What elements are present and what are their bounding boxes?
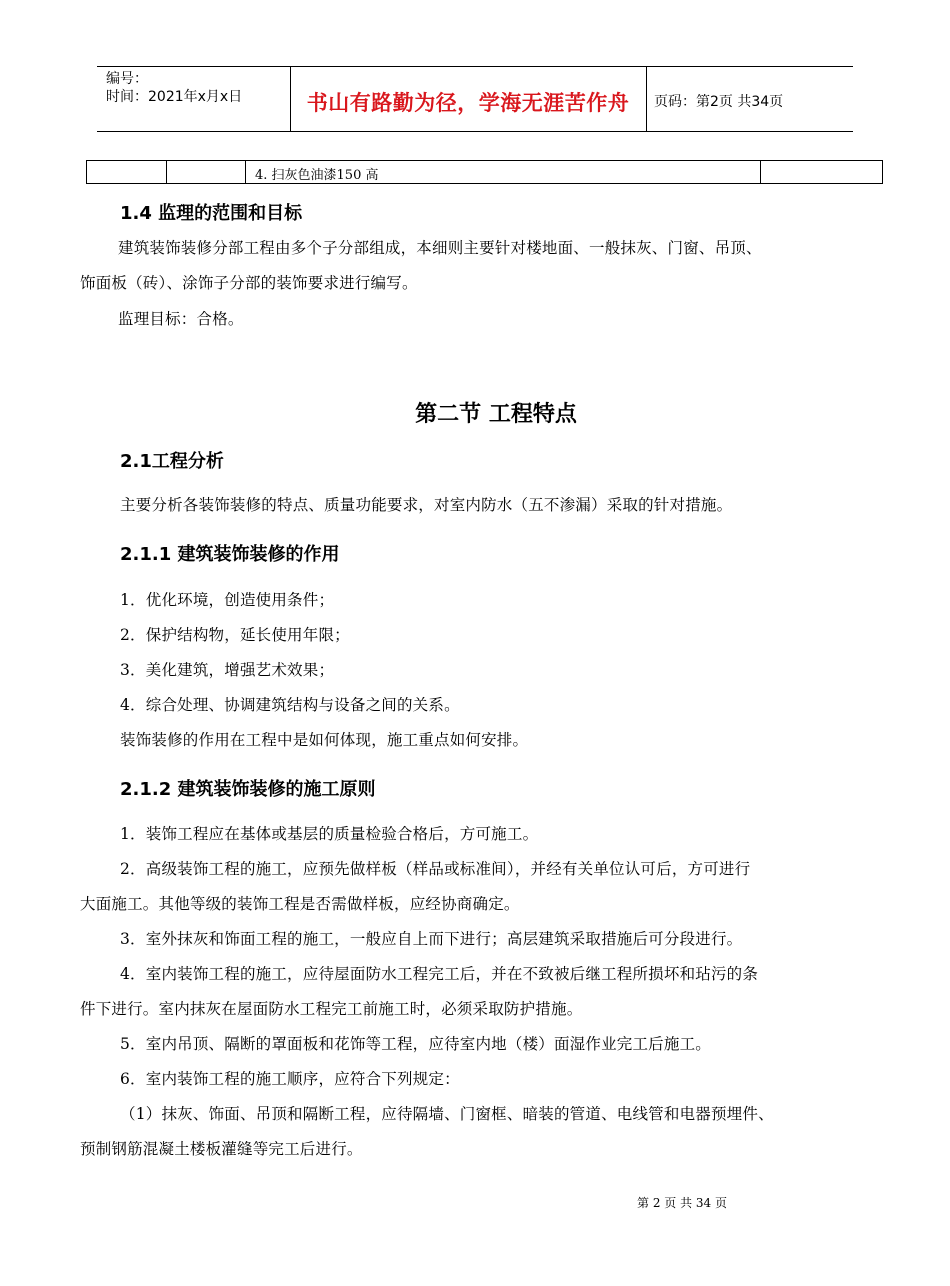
header-left-cell <box>106 70 242 106</box>
page-footer: 第 2 页 共 34 页 <box>637 1196 727 1210</box>
section-title: 第二节 工程特点 <box>415 402 577 427</box>
section-heading-2-1-2: 2.1.2 建筑装饰装修的施工原则 <box>120 779 376 800</box>
paragraph-line: 预制钢筋混凝土楼板灌缝等完工后进行。 <box>80 1140 363 1158</box>
paragraph-line: 3．室外抹灰和饰面工程的施工，一般应自上而下进行；高层建筑采取措施后可分段进行。 <box>120 930 743 948</box>
paragraph-line: 大面施工。其他等级的装饰工程是否需做样板，应经协商确定。 <box>80 895 520 913</box>
header-divider <box>646 67 647 131</box>
paragraph-line: 装饰装修的作用在工程中是如何体现，施工重点如何安排。 <box>120 731 529 749</box>
table-cell-divider <box>245 161 246 183</box>
section-heading-2-1: 2.1工程分析 <box>120 451 224 472</box>
paragraph-line: （1）抹灰、饰面、吊顶和隔断工程，应待隔墙、门窗框、暗装的管道、电线管和电器预埋件、 <box>120 1105 774 1123</box>
paragraph-line: 2．高级装饰工程的施工，应预先做样板（样品或标准间），并经有关单位认可后，方可进行 <box>120 860 751 878</box>
paragraph-line: 5．室内吊顶、隔断的罩面板和花饰等工程，应待室内地（楼）面湿作业完工后施工。 <box>120 1035 711 1053</box>
paragraph-line: 监理目标：合格。 <box>118 310 244 328</box>
table-cell-divider <box>760 161 761 183</box>
section-heading-2-1-1: 2.1.1 建筑装饰装修的作用 <box>120 544 340 565</box>
document-number-label: 编号： <box>106 71 148 87</box>
paragraph-line: 主要分析各装饰装修的特点、质量功能要求，对室内防水（五不渗漏）采取的针对措施。 <box>120 496 733 514</box>
table-cell-divider <box>166 161 167 183</box>
list-item: 4．综合处理、协调建筑结构与设备之间的关系。 <box>120 696 460 714</box>
document-date: 时间：2021年x月x日 <box>106 89 243 105</box>
header-motto: 书山有路勤为径，学海无涯苦作舟 <box>306 91 630 115</box>
paragraph-line: 1．装饰工程应在基体或基层的质量检验合格后，方可施工。 <box>120 825 539 843</box>
header-page-info: 页码：第2页 共34页 <box>654 94 784 110</box>
paragraph-line: 建筑装饰装修分部工程由多个子分部组成，本细则主要针对楼地面、一般抹灰、门窗、吊顶、 <box>118 239 762 257</box>
page-header <box>97 66 853 132</box>
table-row <box>86 160 883 184</box>
section-heading-1-4: 1.4 监理的范围和目标 <box>120 203 303 224</box>
paragraph-line: 4．室内装饰工程的施工，应待屋面防水工程完工后，并在不致被后继工程所损坏和玷污的条 <box>120 965 759 983</box>
list-item: 3．美化建筑，增强艺术效果； <box>120 661 335 679</box>
list-item: 1．优化环境，创造使用条件； <box>120 591 335 609</box>
paragraph-line: 件下进行。室内抹灰在屋面防水工程完工前施工时，必须采取防护措施。 <box>80 1000 583 1018</box>
table-cell-text: 4. 扫灰色油漆150 高 <box>255 168 379 183</box>
paragraph-line: 6．室内装饰工程的施工顺序，应符合下列规定： <box>120 1070 460 1088</box>
list-item: 2．保护结构物，延长使用年限； <box>120 626 350 644</box>
paragraph-line: 饰面板（砖）、涂饰子分部的装饰要求进行编写。 <box>80 274 418 292</box>
